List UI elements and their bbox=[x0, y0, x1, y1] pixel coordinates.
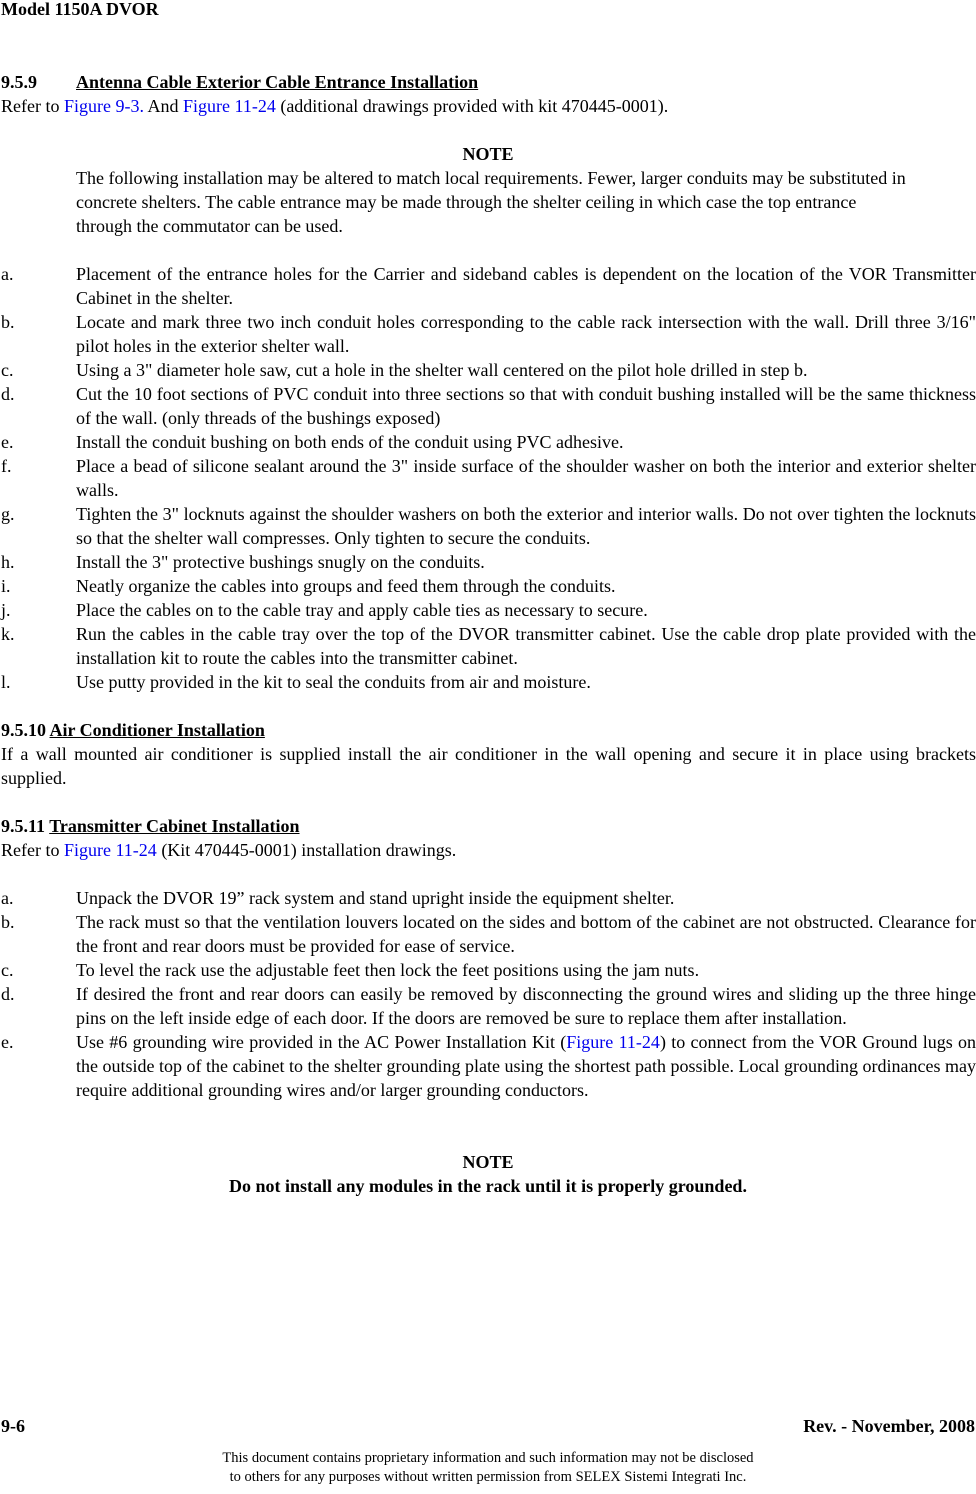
list-item bbox=[1, 430, 976, 454]
reference-text: Refer to bbox=[1, 840, 64, 860]
figure-link[interactable]: Figure 11-24 bbox=[566, 1032, 660, 1052]
disclaimer-line: This document contains proprietary information and such information may not be disclosed bbox=[222, 1450, 754, 1466]
list-item-letter: a. bbox=[1, 264, 14, 284]
proprietary-disclaimer bbox=[0, 1449, 976, 1487]
list-item-text: Locate and mark three two inch conduit holes corresponding to the cable rack intersection with the wall. Drill three 3/16" pilot holes in the exterior shelter wall. bbox=[76, 312, 976, 356]
list-item-text: Unpack the DVOR 19” rack system and stand upright inside the equipment shelter. bbox=[76, 888, 675, 908]
list-item-letter: c. bbox=[1, 960, 14, 980]
list-item-letter: f. bbox=[1, 456, 12, 476]
list-item-letter: b. bbox=[1, 912, 15, 932]
list-item-text: Use #6 grounding wire provided in the AC Power Installation Kit ( bbox=[76, 1032, 567, 1052]
list-item-letter: c. bbox=[1, 360, 14, 380]
list-item-text: Placement of the entrance holes for the Carrier and sideband cables is dependent on the location of the VOR Transmitter Cabinet in the shelter. bbox=[76, 264, 976, 308]
list-item-text: To level the rack use the adjustable feet then lock the feet positions using the jam nuts. bbox=[76, 960, 700, 980]
list-item-letter: e. bbox=[1, 432, 14, 452]
disclaimer-line: to others for any purposes without written permission from SELEX Sistemi Integrati Inc. bbox=[229, 1469, 747, 1485]
list-item-text: Cut the 10 foot sections of PVC conduit into three sections so that with conduit bushing installed will be the same thickness of the wall. (only threads of the bushings exposed) bbox=[76, 384, 976, 428]
list-item-text: The rack must so that the ventilation louvers located on the sides and bottom of the cabinet are not obstructed. Clearance for the front and rear doors must be provided for ease of service. bbox=[76, 912, 976, 956]
list-item-text: Install the conduit bushing on both ends of the conduit using PVC adhesive. bbox=[76, 432, 624, 452]
page-number: 9-6 bbox=[1, 1416, 25, 1436]
list-item-text: Run the cables in the cable tray over the top of the DVOR transmitter cabinet. Use the cable drop plate provided with the installation kit to route the cables into the transmitter cabinet. bbox=[76, 624, 976, 668]
list-item-text: Using a 3" diameter hole saw, cut a hole in the shelter wall centered on the pilot hole drilled in step b. bbox=[76, 360, 808, 380]
list-item-text: ) to connect from the VOR Ground lugs on the outside top of the cabinet to the shelter grounding plate using the shortest path possible. Local grounding ordinances may require additional grounding wires and/or larger grounding conductors. bbox=[76, 1032, 976, 1100]
reference-text: And bbox=[143, 96, 183, 116]
list-item bbox=[1, 502, 976, 550]
note-warning: Do not install any modules in the rack until it is properly grounded. bbox=[229, 1176, 747, 1196]
section-title: Transmitter Cabinet Installation bbox=[49, 816, 300, 836]
list-item bbox=[1, 598, 976, 622]
reference-line bbox=[1, 838, 976, 862]
list-item-text: Place the cables on to the cable tray and apply cable ties as necessary to secure. bbox=[76, 600, 648, 620]
reference-text: (Kit 470445-0001) installation drawings. bbox=[156, 840, 457, 860]
list-item bbox=[1, 310, 976, 358]
list-item bbox=[1, 670, 976, 694]
section-959 bbox=[1, 70, 976, 118]
list-item-letter: h. bbox=[1, 552, 15, 572]
list-item bbox=[1, 982, 976, 1030]
revision-date: Rev. - November, 2008 bbox=[803, 1416, 975, 1436]
note-heading: NOTE bbox=[462, 1152, 514, 1172]
list-item-text: Place a bead of silicone sealant around the 3" inside surface of the shoulder washer on both the interior and exterior shelter walls. bbox=[76, 456, 976, 500]
list-item bbox=[1, 1030, 976, 1102]
section-9511-heading bbox=[1, 814, 976, 838]
section-959-heading bbox=[1, 70, 976, 94]
list-item bbox=[1, 358, 976, 382]
list-item-letter: d. bbox=[1, 384, 15, 404]
section-9511 bbox=[1, 814, 976, 862]
list-item-letter: i. bbox=[1, 576, 11, 596]
list-item bbox=[1, 574, 976, 598]
figure-link[interactable]: Figure 11-24 bbox=[183, 96, 276, 116]
step-items bbox=[1, 886, 976, 1030]
list-item-letter: j. bbox=[1, 600, 11, 620]
list-item-text: Install the 3" protective bushings snugly on the conduits. bbox=[76, 552, 485, 572]
list-item-text: Use putty provided in the kit to seal the conduits from air and moisture. bbox=[76, 672, 591, 692]
list-item bbox=[1, 958, 976, 982]
list-item-letter: a. bbox=[1, 888, 14, 908]
list-item-letter: g. bbox=[1, 504, 15, 524]
list-item-text: Neatly organize the cables into groups and feed them through the conduits. bbox=[76, 576, 616, 596]
list-item bbox=[1, 886, 976, 910]
section-body: If a wall mounted air conditioner is supplied install the air conditioner in the wall opening and secure it in place using brackets supplied. bbox=[1, 744, 976, 788]
list-item-text: Tighten the 3" locknuts against the shoulder washers on both the exterior and interior walls. Do not over tighten the locknuts so that the shelter wall compresses. Only tighten to secure the conduits. bbox=[76, 504, 976, 548]
list-item-text: If desired the front and rear doors can easily be removed by disconnecting the ground wires and sliding up the three hinge pins on the left inside edge of each door. If the doors are removed be sure to replace them after installation. bbox=[76, 984, 976, 1028]
reference-text: Refer to bbox=[1, 96, 64, 116]
section-title: Air Conditioner Installation bbox=[49, 720, 265, 740]
list-item bbox=[1, 622, 976, 670]
figure-link[interactable]: Figure 9-3. bbox=[63, 96, 144, 116]
list-item-letter: k. bbox=[1, 624, 15, 644]
list-item bbox=[1, 550, 976, 574]
list-item-letter: d. bbox=[1, 984, 15, 1004]
list-item-letter: l. bbox=[1, 672, 11, 692]
section-number: 9.5.10 bbox=[1, 720, 46, 740]
list-item bbox=[1, 382, 976, 430]
note-body: The following installation may be altered to match local requirements. Fewer, larger conduits may be substituted in concrete shelters. The cable entrance may be made through the shelter ceiling in which case the top entrance through the commutator can be used. bbox=[76, 168, 906, 236]
section-9510-heading bbox=[1, 718, 976, 742]
section-number: 9.5.9 bbox=[1, 72, 37, 92]
list-item bbox=[1, 262, 976, 310]
list-item bbox=[1, 910, 976, 958]
reference-text: (additional drawings provided with kit 470445-0001). bbox=[275, 96, 669, 116]
section-title: Antenna Cable Exterior Cable Entrance Installation bbox=[76, 72, 479, 92]
step-list bbox=[1, 886, 976, 1102]
list-item-letter: b. bbox=[1, 312, 15, 332]
list-item bbox=[1, 454, 976, 502]
list-item-letter: e. bbox=[1, 1032, 14, 1052]
reference-line bbox=[1, 94, 976, 118]
figure-link[interactable]: Figure 11-24 bbox=[63, 840, 157, 860]
section-number: 9.5.11 bbox=[1, 816, 46, 836]
note-heading: NOTE bbox=[462, 144, 514, 164]
step-list bbox=[1, 262, 976, 694]
page-header-title: Model 1150A DVOR bbox=[1, 0, 159, 19]
section-9510 bbox=[1, 718, 976, 790]
